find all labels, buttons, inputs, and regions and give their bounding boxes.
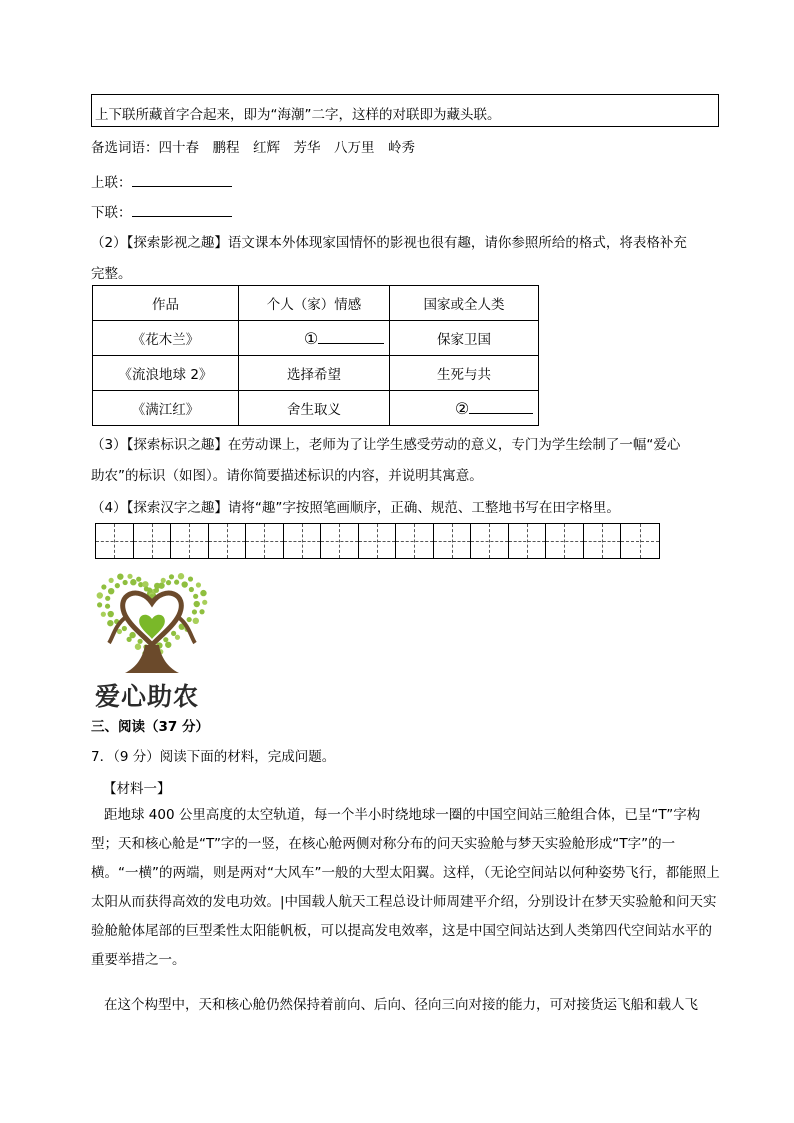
leaf-dot	[166, 580, 171, 585]
couplet-upper-blank[interactable]	[132, 174, 232, 187]
leaf-dot	[181, 581, 187, 587]
tree-branch-right	[178, 617, 195, 643]
leaf-dot	[192, 609, 197, 614]
tianzige-cell[interactable]	[584, 524, 622, 558]
tianzige-grid	[95, 523, 660, 559]
tianzige-cell[interactable]	[134, 524, 172, 558]
leaf-dot	[165, 642, 171, 648]
tianzige-cell[interactable]	[284, 524, 322, 558]
table-cell: 《花木兰》	[93, 321, 239, 356]
tianzige-cell[interactable]	[621, 524, 659, 558]
leaf-dot	[163, 637, 168, 642]
leaf-dot	[136, 577, 141, 582]
leaf-dot	[115, 583, 120, 588]
leaf-dot	[169, 574, 174, 579]
q4-line: （4）【探索汉字之趣】请将“趣”字按照笔画顺序，正确、规范、工整地书写在田字格里。	[91, 500, 620, 516]
tianzige-cell[interactable]	[546, 524, 584, 558]
table-cell-blank-2[interactable]: ②	[390, 391, 539, 426]
logo-text: 爱心助农	[95, 682, 200, 711]
table-cell-blank-1[interactable]: ①	[239, 321, 390, 356]
q3-line2: 助农”的标识（如图）。请你简要描述标识的内容，并说明其寓意。	[91, 468, 483, 484]
table-row	[93, 391, 539, 426]
couplet-upper-label: 上联：	[91, 175, 132, 191]
tianzige-cell[interactable]	[471, 524, 509, 558]
leaf-dot	[193, 594, 198, 599]
table-header: 国家或全人类	[390, 286, 539, 321]
tianzige-cell[interactable]	[509, 524, 547, 558]
tree-trunk	[125, 645, 179, 673]
couplet-upper	[91, 171, 232, 191]
hint-box	[91, 94, 719, 127]
leaf-dot	[107, 620, 113, 626]
leaf-dot	[194, 601, 200, 607]
q3-line1: （3）【探索标识之趣】在劳动课上，老师为了让学生感受劳动的意义，专门为学生绘制了一幅“爱心	[91, 437, 681, 453]
tianzige-cell[interactable]	[359, 524, 397, 558]
leaf-dot	[101, 612, 106, 617]
table-cell: 《流浪地球 2》	[93, 356, 239, 391]
material1-para1: 距地球 400 公里高度的太空轨道，每一个半小时绕地球一圈的中国空间站三舱组合体，已呈“T”字构型；天和核心舱是“T”字的一竖，在核心舱两侧对称分布的问天实验舱与梦天实验舱形成“T字”的一横。“一横”的两端，则是两对“大风车”一般的大型太阳翼。这样，（无论空间站以何种姿势飞行，都能照上太阳从而获得高效的发电功效。|中国载人航天工程总设计师周建平介绍，分别设计在梦天实验舱和问天实验舱舱体尾部的巨型柔性太阳能帆板，可以提高发电效率，这是中国空间站达到人类第四代空间站水平的重要举措之一。	[91, 807, 720, 968]
tianzige-cell[interactable]	[396, 524, 434, 558]
leaf-dot	[158, 582, 164, 588]
leaf-dot	[127, 574, 132, 579]
leaf-dot	[108, 588, 114, 594]
table-cell: 生死与共	[390, 356, 539, 391]
table-row	[93, 356, 539, 391]
q7-line: 7．（9 分）阅读下面的材料，完成问题。	[91, 749, 336, 765]
leaf-dot	[193, 618, 199, 624]
leaf-dot	[178, 573, 184, 579]
leaf-dot	[135, 644, 141, 650]
table-cell: 舍生取义	[239, 391, 390, 426]
leaf-dot	[175, 635, 180, 640]
leaf-dot	[188, 576, 193, 581]
table-header: 作品	[93, 286, 239, 321]
leaf-dot	[171, 631, 176, 636]
couplet-lower-label: 下联：	[91, 205, 132, 221]
leaf-dot	[117, 573, 123, 579]
tianzige-cell[interactable]	[246, 524, 284, 558]
table-cell: 《满江红》	[93, 391, 239, 426]
couplet-lower	[91, 201, 232, 221]
leaf-dot	[137, 639, 142, 644]
q2-line2: 完整。	[91, 266, 132, 282]
leaf-dot	[202, 600, 207, 605]
table-cell: 保家卫国	[390, 321, 539, 356]
leaf-dot	[97, 592, 103, 598]
leaf-dot	[200, 590, 206, 596]
table-row	[93, 321, 539, 356]
section3-title: 三、阅读（37 分）	[91, 719, 209, 735]
table-cell: 选择希望	[239, 356, 390, 391]
candidate-words: 备选词语：四十春 鹏程 红辉 芳华 八万里 岭秀	[91, 140, 415, 156]
tree-heart-logo	[95, 565, 210, 677]
tianzige-cell[interactable]	[321, 524, 359, 558]
q2-line1: （2）【探索影视之趣】语文课本外体现家国情怀的影视也很有趣，请你参照所给的格式，将表格补充	[91, 235, 687, 251]
leaf-dot	[108, 611, 114, 617]
leaf-dot	[199, 609, 204, 614]
material1-label: 【材料一】	[103, 781, 171, 797]
leaf-dot	[189, 587, 194, 592]
leaf-dot	[109, 578, 114, 583]
leaf-dot	[187, 617, 192, 622]
leaf-dot	[105, 596, 110, 601]
tianzige-cell[interactable]	[434, 524, 472, 558]
material1-para2: 在这个构型中，天和核心舱仍然保持着前向、后向、径向三向对接的能力，可对接货运飞船和载人飞	[104, 997, 698, 1013]
leaf-dot	[174, 580, 179, 585]
hint-text: 上下联所藏首字合起来，即为“海潮”二字，这样的对联即为藏头联。	[95, 107, 501, 123]
leaf-dot	[130, 579, 136, 585]
table-header-row	[93, 286, 539, 321]
leaf-dot	[129, 632, 135, 638]
leaf-dot	[122, 626, 127, 631]
leaf-dot	[154, 588, 159, 593]
couplet-lower-blank[interactable]	[132, 204, 232, 217]
works-table	[92, 285, 539, 426]
leaf-dot	[97, 602, 102, 607]
table-header: 个人（家）情感	[239, 286, 390, 321]
tianzige-cell[interactable]	[96, 524, 134, 558]
tianzige-cell[interactable]	[209, 524, 247, 558]
tianzige-cell[interactable]	[171, 524, 209, 558]
leaf-dot	[196, 582, 201, 587]
leaf-dot	[105, 604, 110, 609]
leaf-dot	[161, 578, 166, 583]
leaf-dot	[101, 584, 106, 589]
leaf-dot	[123, 580, 128, 585]
